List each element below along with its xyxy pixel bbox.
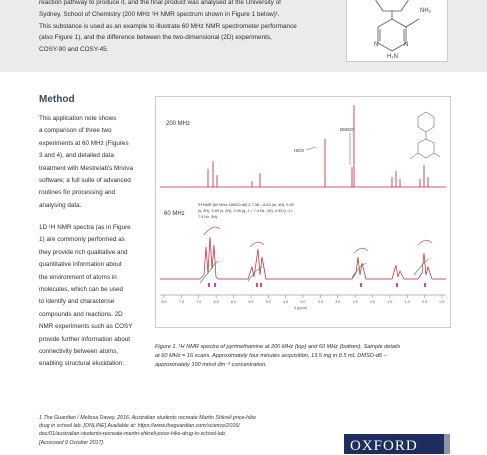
axis-tick-label: 6.5: [213, 300, 219, 304]
inset-structure: [410, 112, 440, 159]
axis-tick-label: 8.0: [161, 300, 167, 304]
figure-caption: [155, 343, 450, 369]
oxford-logo-text: OXFORD: [350, 438, 418, 454]
intro-line: reaction pathway to produce it, and the final product was analysed at the University of: [39, 0, 281, 6]
pyrimethamine-structure: [347, 0, 447, 61]
axis-tick-label: 6.0: [231, 300, 236, 304]
body-line: treatment with Mestrelab's Mnova: [39, 164, 133, 172]
hdo-pointer: [306, 147, 316, 150]
section-title: Method: [39, 94, 75, 105]
axis-tick-label: 0.0: [439, 300, 445, 304]
body-line: connectivity between atoms,: [39, 348, 119, 356]
axis-tick-label: 5.5: [248, 300, 254, 304]
axis-tick-label: 0.5: [422, 300, 428, 304]
n-label: N: [374, 42, 379, 48]
footnote-line: dec/01/australian-students-recreate-martin-shkreli-price-hike-drug-in-school-lab.: [39, 431, 227, 438]
oxford-logo-accent: [444, 434, 450, 454]
nh2-label: NH₂: [420, 8, 431, 14]
body-line: experiments at 60 MHz (Figures: [39, 139, 129, 147]
intro-line: This substance is used as an example to illustrate 60 MHz NMR spectrometer performance: [39, 22, 297, 30]
ppm-axis-unit: δ (ppm): [294, 306, 308, 310]
footnote-line: [Accessed 9 October 2017].: [39, 439, 105, 446]
body-line: This application note shows: [39, 115, 117, 122]
bond: [406, 19, 419, 27]
axis-tick-label: 7.0: [196, 300, 202, 304]
intro-paragraph: [39, 0, 339, 56]
body-line: to identify and characterise: [39, 298, 115, 306]
body-line: the environment of atoms in: [39, 273, 117, 281]
axis-tick-label: 3.5: [317, 300, 323, 304]
axis-tick-label: 4.5: [283, 300, 289, 304]
axis-tick-label: 2.0: [370, 300, 375, 304]
caption-line: Figure 1. ¹H NMR spectra of pyrimethamine at 200 MHz (top) and 60 MHz (bottom). Sample details: [155, 344, 401, 350]
nmr-annotation-line: (s, 2H), 5.59 (s, 2H), 2.09 (q, J = 7.4 Hz, 2H), 0.93 (t, J =: [198, 209, 293, 213]
caption-line: approximately 100 mmol dm⁻³ concentration.: [155, 361, 267, 368]
method-paragraph-1: [39, 113, 133, 212]
body-line: enabling structural elucidation.: [39, 360, 125, 368]
axis-tick-label: 1.5: [387, 300, 393, 304]
axis-tick-label: 3.0: [335, 300, 341, 304]
footnote-line: 1 The Guardian / Melissa Davey. 2016. Australian students recreate Martin Shkreli price-hike: [39, 415, 256, 421]
intro-line: (also Figure 1), and the difference between the two-dimensional (2D) experiments,: [39, 34, 272, 42]
bond: [378, 43, 392, 51]
nmr-annotation-line: 7.4 Hz, 3H).: [198, 215, 219, 219]
body-line: a comparison of three two: [39, 127, 112, 135]
body-line: 1D ¹H NMR spectra (as in Figure: [39, 224, 131, 231]
body-line: software; a full suite of advanced: [39, 177, 131, 185]
nmr-spectra: [156, 97, 450, 327]
axis-tick-label: 2.5: [352, 300, 358, 304]
body-line: compounds and reactions. 2D: [39, 310, 123, 318]
spectrum-60mhz-label: 60 MHz: [164, 211, 185, 217]
axis-tick-label: 5.0: [265, 300, 271, 304]
bond: [401, 0, 409, 11]
integral-markers: [208, 283, 426, 287]
intro-line: Sydney, School of Chemistry (200 MHz ¹H NMR spectrum shown in Figure 1 below)¹.: [39, 10, 280, 18]
bond: [392, 19, 406, 27]
axis-tick-label: 4.0: [300, 300, 306, 304]
body-line: molecules, which can be used: [39, 286, 124, 294]
hdo-label: HDO: [294, 148, 304, 153]
spectrum-200mhz-trace: [160, 105, 446, 187]
n-label: N: [404, 42, 409, 48]
body-line: quantitative information about: [39, 261, 122, 269]
structure-diagram: [346, 0, 448, 62]
spectrum-60mhz-trace: [160, 227, 446, 283]
body-line: 1) are commonly performed as: [39, 236, 125, 244]
body-line: analysing data.: [39, 201, 82, 209]
bond: [378, 19, 392, 27]
axis-tick-label: 7.5: [178, 300, 184, 304]
oxford-logo: [344, 434, 450, 454]
bond: [375, 0, 383, 11]
body-line: routines for processing and: [39, 189, 115, 197]
body-line: provide further information about: [39, 335, 131, 343]
footnote-line: drug in school lab. [ONLINE] Available at: https://www.theguardian.com/science/2016/: [39, 423, 240, 430]
body-line: they provide rich qualitative and: [39, 248, 128, 256]
h2n-label: H₂N: [387, 54, 398, 60]
method-paragraph-2: [39, 222, 132, 371]
nmr-annotation-line: ¹H NMR (60 MHz, DMSO-d6) δ 7.38 – 6.63 (m, 4H), 5.92: [198, 203, 294, 207]
intro-line: COSY-90 and COSY-45.: [39, 46, 109, 54]
nmr-figure: [155, 96, 451, 328]
body-line: 3 and 4), and detailed data: [39, 152, 114, 160]
ppm-axis-ticks: [162, 295, 445, 304]
footnote: [39, 414, 309, 447]
caption-line: at 60 MHz = 16 scans. Approximately four minutes acquisition, 13.5 mg in 0.5 mL DMSO-d6 –: [155, 352, 387, 359]
body-line: NMR experiments such as COSY: [39, 323, 133, 331]
axis-tick-label: 1.0: [404, 300, 410, 304]
spectrum-200mhz-label: 200 MHz: [166, 121, 191, 127]
dmso-label: DMSO: [340, 127, 354, 132]
